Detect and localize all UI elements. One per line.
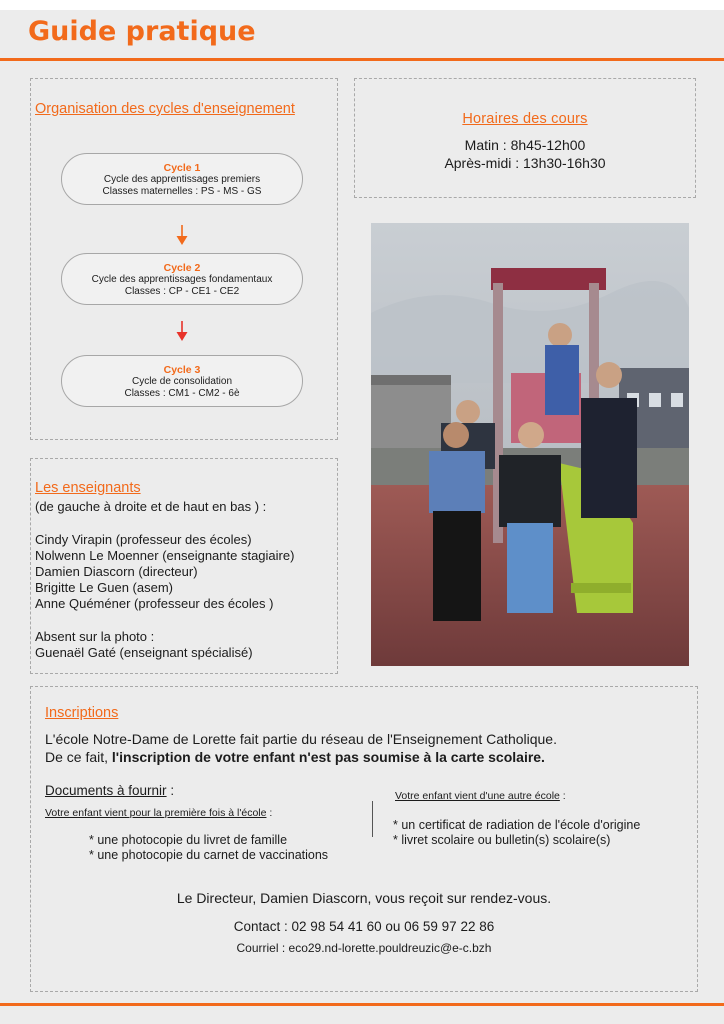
contact-line: Contact : 02 98 54 41 60 ou 06 59 97 22 86 [233, 919, 495, 934]
team-photo [371, 223, 689, 666]
footer-divider [0, 1003, 724, 1006]
first-time-item: * une photocopie du livret de famille [89, 833, 288, 847]
cycle-2-classes: Classes : CP - CE1 - CE2 [124, 286, 240, 297]
cycle-1-bubble [61, 153, 303, 205]
cycle-1-name: Cycle 1 [163, 162, 201, 174]
cycle-2-name: Cycle 2 [163, 262, 201, 274]
absent-label: Absent sur la photo : [35, 629, 155, 644]
intro-bold-text: l'inscription de votre enfant n'est pas soumise à la carte scolaire. [111, 749, 545, 765]
cycle-2-description: Cycle des apprentissages fondamentaux [91, 274, 273, 285]
schedule-morning: Matin : 8h45-12h00 [464, 137, 586, 153]
documents-colon: : [166, 783, 175, 798]
first-time-heading-line [45, 807, 272, 819]
top-margin [0, 0, 724, 10]
other-school-colon: : [559, 790, 566, 802]
cycle-3-name: Cycle 3 [163, 364, 201, 376]
first-time-colon: : [266, 807, 273, 819]
arrow-down-icon [176, 225, 188, 245]
cycle-2-bubble [61, 253, 303, 305]
documents-heading-line [45, 783, 174, 798]
teacher-item: Anne Quéméner (professeur des écoles ) [35, 596, 274, 611]
page-title: Guide pratique [28, 16, 256, 47]
teacher-item: Brigitte Le Guen (asem) [35, 580, 174, 595]
cycles-heading: Organisation des cycles d'enseignement [35, 101, 295, 117]
other-school-heading-line [395, 790, 566, 802]
director-line: Le Directeur, Damien Diascorn, vous reçoit sur rendez-vous. [176, 890, 552, 906]
cycle-1-description: Cycle des apprentissages premiers [103, 174, 261, 185]
schedule-afternoon: Après-midi : 13h30-16h30 [444, 155, 606, 171]
other-school-item: * livret scolaire ou bulletin(s) scolaire(s) [393, 833, 611, 847]
documents-heading: Documents à fournir [45, 783, 167, 798]
teacher-item: Damien Diascorn (directeur) [35, 564, 198, 579]
inscriptions-section [30, 686, 698, 992]
intro-plain-text: De ce fait, [45, 749, 112, 765]
cycle-1-classes: Classes maternelles : PS - MS - GS [102, 186, 262, 197]
first-time-item: * une photocopie du carnet de vaccinations [89, 848, 329, 862]
teachers-subheading: (de gauche à droite et de haut en bas ) : [35, 499, 267, 514]
other-school-heading: Votre enfant vient d'une autre école [395, 790, 560, 802]
cycle-3-classes: Classes : CM1 - CM2 - 6è [124, 388, 240, 399]
title-divider [0, 58, 724, 61]
inscriptions-heading: Inscriptions [45, 705, 119, 721]
inscriptions-intro-line1: L'école Notre-Dame de Lorette fait partie du réseau de l'Enseignement Catholique. [45, 731, 557, 747]
first-time-heading: Votre enfant vient pour la première fois à l'école [45, 807, 267, 819]
arrow-down-icon [176, 321, 188, 341]
email-line: Courriel : eco29.nd-lorette.pouldreuzic@e-c.bzh [236, 941, 492, 955]
teachers-section [30, 458, 338, 674]
cycle-3-bubble [61, 355, 303, 407]
cycles-section [30, 78, 338, 440]
column-separator [372, 801, 373, 837]
teacher-item: Nolwenn Le Moenner (enseignante stagiaire) [35, 548, 295, 563]
other-school-item: * un certificat de radiation de l'école d'origine [393, 818, 641, 832]
absent-teacher: Guenaël Gaté (enseignant spécialisé) [35, 645, 253, 660]
schedule-section [354, 78, 696, 198]
cycle-3-description: Cycle de consolidation [131, 376, 233, 387]
teacher-item: Cindy Virapin (professeur des écoles) [35, 532, 252, 547]
inscriptions-intro-line2 [45, 749, 545, 765]
teachers-heading: Les enseignants [35, 480, 141, 496]
schedule-heading: Horaires des cours [462, 111, 588, 127]
